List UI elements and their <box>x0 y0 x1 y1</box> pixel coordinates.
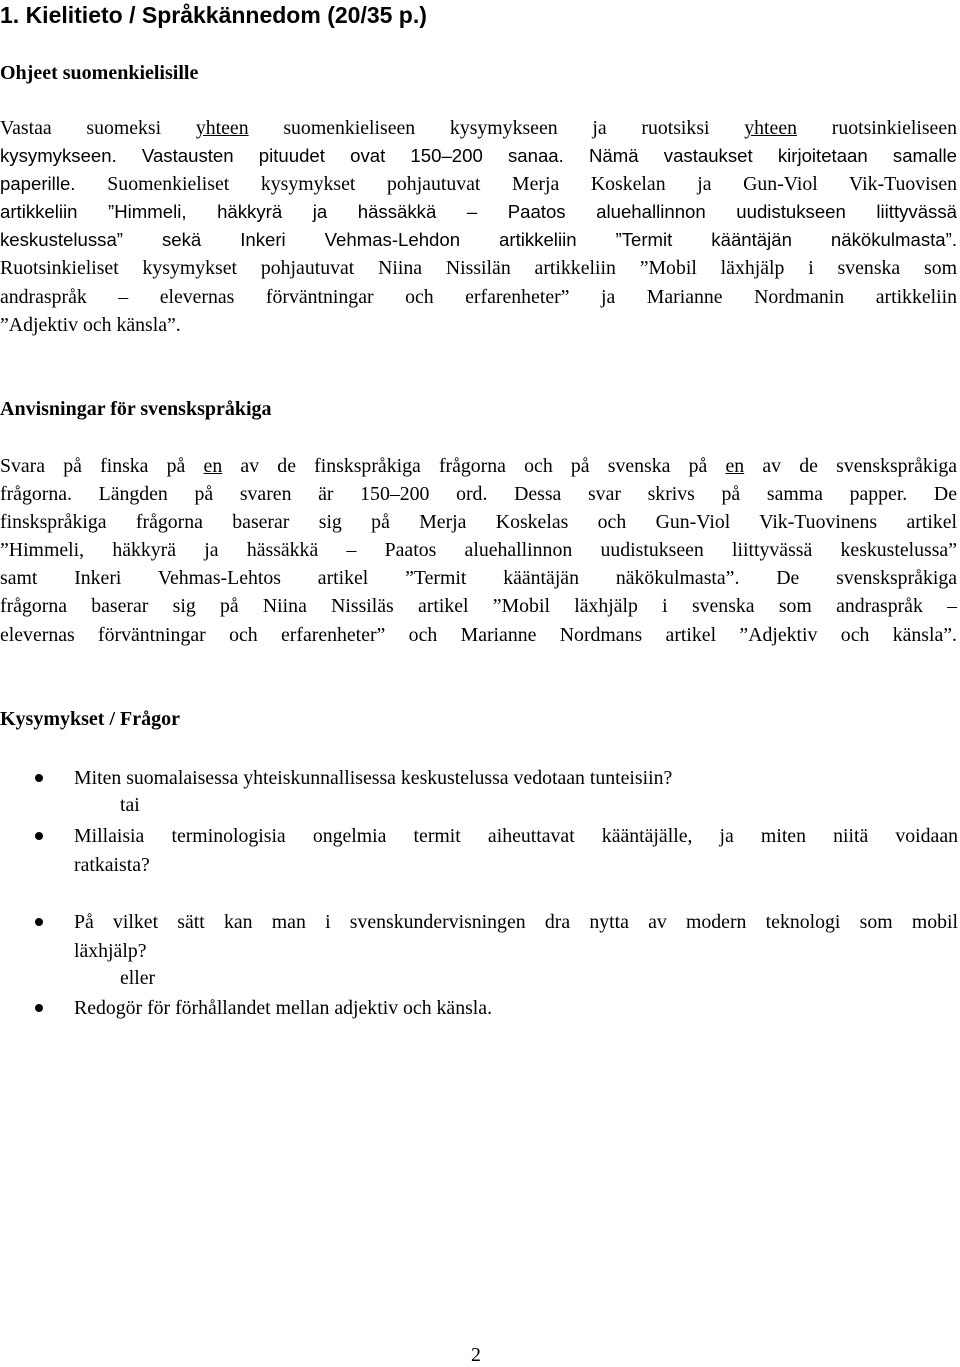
finnish-instructions-heading: Ohjeet suomenkielisille <box>0 62 199 84</box>
question-text: Miten suomalaisessa yhteiskunnallisessa keskustelussa vedotaan tunteisiin? <box>74 767 673 789</box>
paragraph-line: Vastaa suomeksi yhteen suomenkieliseen kysymykseen ja ruotsiksi yhteen ruotsinkieliseen <box>0 117 957 139</box>
underlined-word: yhteen <box>744 117 797 139</box>
question-text: Millaisia terminologisia ongelmia termit aiheuttavat kääntäjälle, ja miten niitä voidaan <box>74 825 958 847</box>
paragraph-line: Ruotsinkieliset kysymykset pohjautuvat Niina Nissilän artikkeliin ”Mobil läxhjälp i svenska som <box>0 257 957 280</box>
paragraph-line: kysymykseen. Vastausten pituudet ovat 150–200 sanaa. Nämä vastaukset kirjoitetaan samalle <box>0 145 957 167</box>
underlined-word: en <box>203 455 223 477</box>
bullet-icon <box>35 918 43 926</box>
question-separator-eller: eller <box>120 967 156 989</box>
paragraph-line: frågorna baserar sig på Niina Nissiläs artikel ”Mobil läxhjälp i svenska som andraspråk – <box>0 595 957 618</box>
paragraph-line: ”Himmeli, häkkyrä ja hässäkkä – Paatos aluehallinnon uudistukseen liittyvässä keskustelussa” <box>0 539 957 562</box>
swedish-instructions-paragraph <box>0 452 957 649</box>
underlined-word: yhteen <box>195 117 249 139</box>
paragraph-line: Svara på finska på en av de finskspråkiga frågorna och på svenska på en av de svenskspråkiga <box>0 455 957 477</box>
swedish-instructions-heading: Anvisningar för svenskspråkiga <box>0 398 272 420</box>
finnish-instructions-paragraph <box>0 114 957 339</box>
question-text: Redogör för förhållandet mellan adjektiv och känsla. <box>74 997 493 1019</box>
question-text: läxhjälp? <box>74 939 147 962</box>
bullet-icon <box>35 774 43 782</box>
paragraph-line: frågorna. Längden på svaren är 150–200 ord. Dessa svar skrivs på samma papper. De <box>0 483 957 506</box>
paragraph-line: artikkeliin ”Himmeli, häkkyrä ja hässäkkä – Paatos aluehallinnon uudistukseen liittyvässä <box>0 201 957 223</box>
underlined-word: en <box>725 455 745 477</box>
question-text: På vilket sätt kan man i svenskundervisningen dra nytta av modern teknologi som mobil <box>74 911 958 933</box>
paragraph-line: paperille. Suomenkieliset kysymykset pohjautuvat Merja Koskelan ja Gun-Viol Vik-Tuovisen <box>0 173 957 196</box>
paragraph-line: samt Inkeri Vehmas-Lehtos artikel ”Termit kääntäjän näkökulmasta”. De svenskspråkiga <box>0 567 957 590</box>
question-text: ratkaista? <box>74 853 150 876</box>
page-number: 2 <box>471 1344 481 1366</box>
bullet-icon <box>35 1004 43 1012</box>
paragraph-line: finskspråkiga frågorna baserar sig på Merja Koskelas och Gun-Viol Vik-Tuovinens artikel <box>0 511 957 534</box>
main-heading: 1. Kielitieto / Språkkännedom (20/35 p.) <box>0 2 427 28</box>
question-separator-tai: tai <box>120 794 140 816</box>
paragraph-line: andraspråk – elevernas förväntningar och erfarenheter” ja Marianne Nordmanin artikkeliin <box>0 285 957 308</box>
questions-heading: Kysymykset / Frågor <box>0 708 180 730</box>
paragraph-line: elevernas förväntningar och erfarenheter” och Marianne Nordmans artikel ”Adjektiv och känsla”. <box>0 623 957 646</box>
bullet-icon <box>35 832 43 840</box>
paragraph-line: ”Adjektiv och känsla”. <box>0 313 181 336</box>
paragraph-line: keskustelussa” sekä Inkeri Vehmas-Lehdon artikkeliin ”Termit kääntäjän näkökulmasta”. <box>0 229 957 251</box>
